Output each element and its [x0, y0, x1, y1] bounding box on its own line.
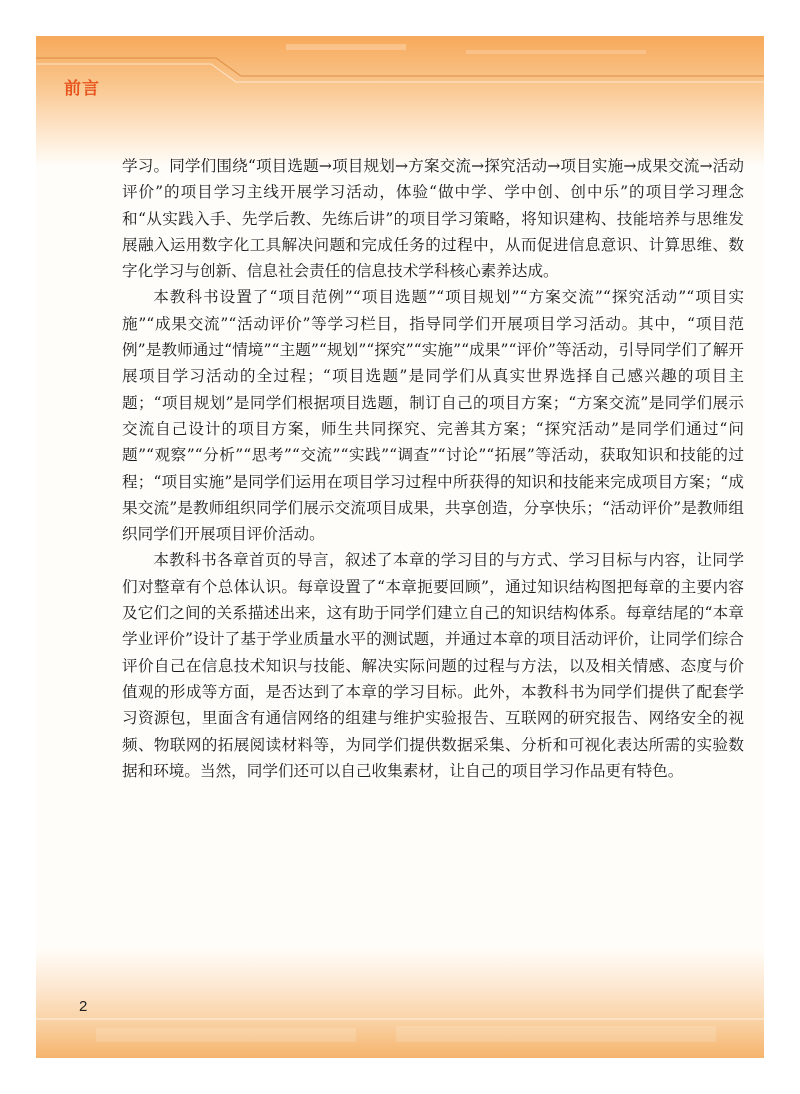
body-text — [122, 153, 744, 784]
paragraph-columns: 本教科书设置了“项目范例”“项目选题”“项目规划”“方案交流”“探究活动”“项目实施”“成果交流”“活动评价”等学习栏目，指导同学们开展项目学习活动。其中，“项目范例”是教师通过“情境”“主题”“规划”“探究”“实施”“成果”“评价”等活动，引导同学们了解开展项目学习活动的全过程；“项目选题”是同学们从真实世界选择自己感兴趣的项目主题；“项目规划”是同学们根据项目选题，制订自己的项目方案；“方案交流”是同学们展示交流自己设计的项目方案，师生共同探究、完善其方案；“探究活动”是同学们通过“问题”“观察”“分析”“思考”“交流”“实践”“调查”“讨论”“拓展”等活动，获取知识和技能的过程；“项目实施”是同学们运用在项目学习过程中所获得的知识和技能来完成项目方案；“成果交流”是教师组织同学们展示交流项目成果，共享创造，分享快乐；“活动评价”是教师组织同学们开展项目评价活动。 — [122, 288, 744, 544]
section-title: 前言 — [64, 79, 100, 99]
page-number: 2 — [79, 998, 88, 1015]
header-decoration — [36, 36, 764, 106]
footer-decoration — [36, 998, 764, 1058]
paragraph-continuation: 学习。同学们围绕“项目选题→项目规划→方案交流→探究活动→项目实施→成果交流→活动评价”的项目学习主线开展学习活动，体验“做中学、学中创、创中乐”的项目学习理念和“从实践入手、先学后教、先练后讲”的项目学习策略，将知识建构、技能培养与思维发展融入运用数字化工具解决问题和完成任务的过程中，从而促进信息意识、计算思维、数字化学习与创新、信息社会责任的信息技术学科核心素养达成。 — [122, 157, 744, 281]
paragraph-chapter-structure: 本教科书各章首页的导言，叙述了本章的学习目的与方式、学习目标与内容，让同学们对整章有个总体认识。每章设置了“本章扼要回顾”，通过知识结构图把每章的主要内容及它们之间的关系描述出来，这有助于同学们建立自己的知识结构体系。每章结尾的“本章学业评价”设计了基于学业质量水平的测试题，并通过本章的项目活动评价，让同学们综合评价自己在信息技术知识与技能、解决实际问题的过程与方法，以及相关情感、态度与价值观的形成等方面，是否达到了本章的学习目标。此外，本教科书为同学们提供了配套学习资源包，里面含有通信网络的组建与维护实验报告、互联网的研究报告、网络安全的视频、物联网的拓展阅读材料等，为同学们提供数据采集、分析和可视化表达所需的实验数据和环境。当然，同学们还可以自己收集素材，让自己的项目学习作品更有特色。 — [122, 551, 744, 780]
page — [36, 36, 764, 1058]
